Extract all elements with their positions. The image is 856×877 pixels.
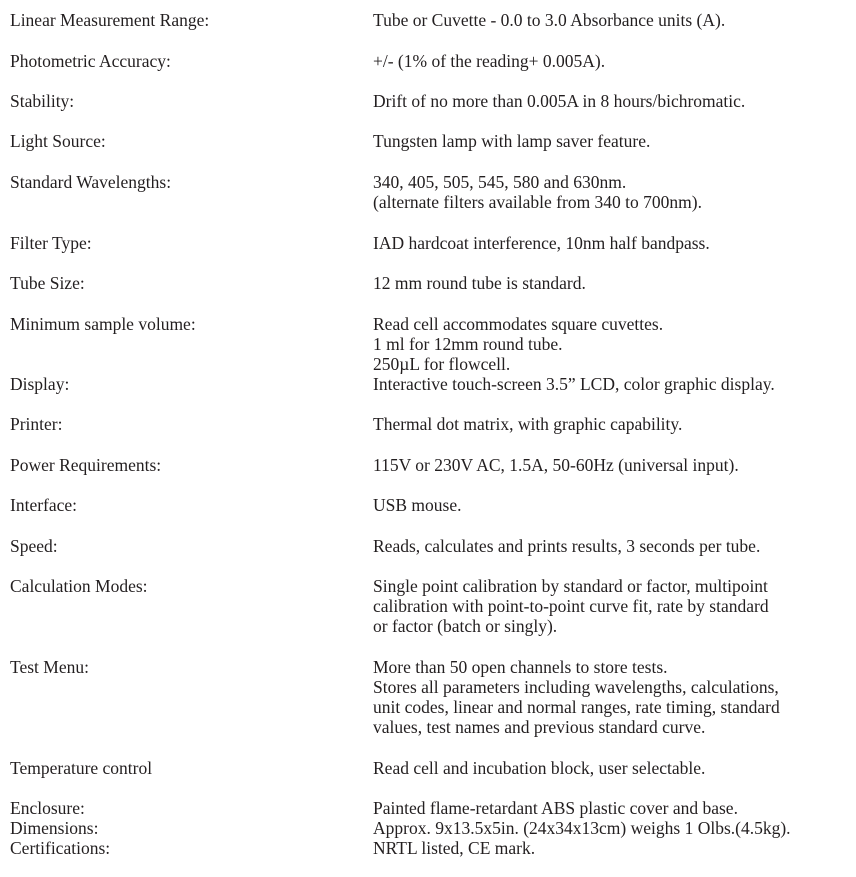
spec-value <box>373 273 853 293</box>
spec-value <box>373 91 853 111</box>
spec-label: Linear Measurement Range: <box>10 10 210 30</box>
spec-value-line: values, test names and previous standard curve. <box>373 717 706 737</box>
spec-value <box>373 374 853 394</box>
spec-value-line: Single point calibration by standard or factor, multipoint <box>373 576 768 596</box>
spec-value <box>373 657 853 737</box>
spec-value-line: calibration with point-to-point curve fit, rate by standard <box>373 596 769 616</box>
spec-value <box>373 798 853 818</box>
spec-label: Certifications: <box>10 838 111 858</box>
spec-value <box>373 10 853 30</box>
spec-value-line: Read cell and incubation block, user selectable. <box>373 758 706 778</box>
spec-value <box>373 576 853 636</box>
spec-value-line: (alternate filters available from 340 to 700nm). <box>373 192 702 212</box>
spec-value-line: Read cell accommodates square cuvettes. <box>373 314 664 334</box>
spec-label: Display: <box>10 374 70 394</box>
spec-label: Standard Wavelengths: <box>10 172 172 192</box>
spec-value-line: unit codes, linear and normal ranges, rate timing, standard <box>373 697 780 717</box>
spec-value-line: Approx. 9x13.5x5in. (24x34x13cm) weighs 1 Olbs.(4.5kg). <box>373 818 791 838</box>
spec-label: Tube Size: <box>10 273 85 293</box>
spec-label: Minimum sample volume: <box>10 314 196 334</box>
spec-label: Light Source: <box>10 131 106 151</box>
spec-label: Enclosure: <box>10 798 85 818</box>
spec-label: Stability: <box>10 91 75 111</box>
spec-value <box>373 536 853 556</box>
spec-value-line: Drift of no more than 0.005A in 8 hours/bichromatic. <box>373 91 746 111</box>
spec-value <box>373 818 853 838</box>
spec-value-line: Stores all parameters including wavelengths, calculations, <box>373 677 779 697</box>
spec-value-line: Painted flame-retardant ABS plastic cover and base. <box>373 798 738 818</box>
spec-value <box>373 233 853 253</box>
spec-label: Temperature control <box>10 758 153 778</box>
spec-value <box>373 414 853 434</box>
spec-label: Calculation Modes: <box>10 576 148 596</box>
spec-label: Filter Type: <box>10 233 92 253</box>
spec-label: Test Menu: <box>10 657 89 677</box>
spec-value <box>373 495 853 515</box>
spec-label: Speed: <box>10 536 58 556</box>
spec-value <box>373 131 853 151</box>
spec-value-line: or factor (batch or singly). <box>373 616 558 636</box>
spec-label: Photometric Accuracy: <box>10 51 171 71</box>
spec-value <box>373 758 853 778</box>
spec-value-line: Reads, calculates and prints results, 3 seconds per tube. <box>373 536 761 556</box>
spec-label: Power Requirements: <box>10 455 162 475</box>
spec-value-line: 250µL for flowcell. <box>373 354 511 374</box>
spec-value-line: NRTL listed, CE mark. <box>373 838 536 858</box>
spec-value-line: Thermal dot matrix, with graphic capability. <box>373 414 683 434</box>
spec-label: Interface: <box>10 495 78 515</box>
spec-value <box>373 314 853 374</box>
spec-value <box>373 172 853 212</box>
spec-value-line: More than 50 open channels to store tests. <box>373 657 668 677</box>
spec-value-line: +/- (1% of the reading+ 0.005A). <box>373 51 606 71</box>
spec-label: Printer: <box>10 414 63 434</box>
spec-value-line: Tube or Cuvette - 0.0 to 3.0 Absorbance units (A). <box>373 10 726 30</box>
spec-label: Dimensions: <box>10 818 99 838</box>
spec-value-line: 12 mm round tube is standard. <box>373 273 586 293</box>
spec-value-line: 115V or 230V AC, 1.5A, 50-60Hz (universal input). <box>373 455 739 475</box>
spec-value-line: Tungsten lamp with lamp saver feature. <box>373 131 651 151</box>
spec-value-line: 1 ml for 12mm round tube. <box>373 334 563 354</box>
spec-value <box>373 51 853 71</box>
spec-value-line: Interactive touch-screen 3.5” LCD, color graphic display. <box>373 374 775 394</box>
spec-value-line: 340, 405, 505, 545, 580 and 630nm. <box>373 172 627 192</box>
spec-value <box>373 838 853 858</box>
spec-value-line: IAD hardcoat interference, 10nm half bandpass. <box>373 233 710 253</box>
spec-value-line: USB mouse. <box>373 495 462 515</box>
spec-value <box>373 455 853 475</box>
